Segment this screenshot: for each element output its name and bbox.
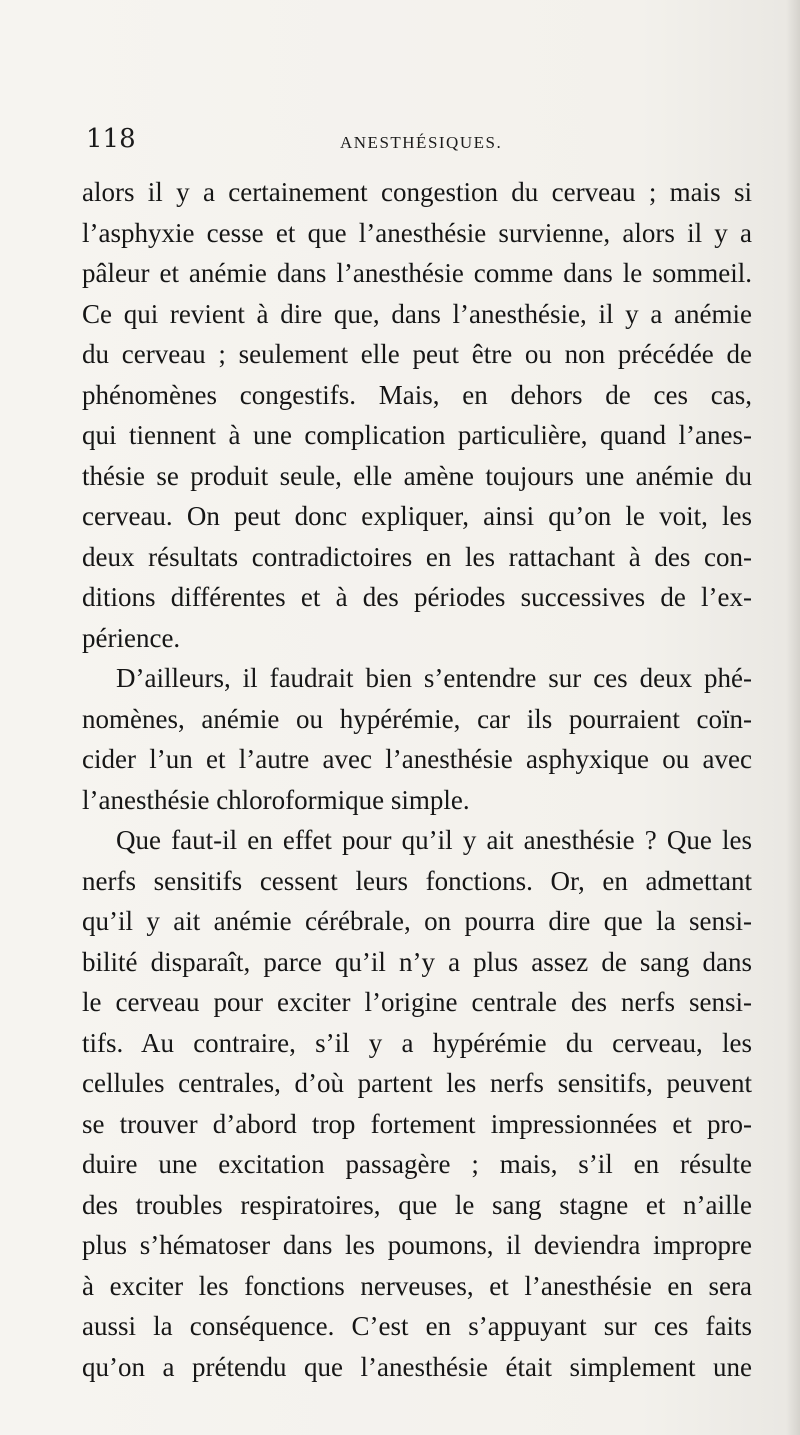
text-line: qu’il y ait anémie cérébrale, on pourra dire que la sensi-	[82, 906, 752, 936]
text-line: pâleur et anémie dans l’anesthésie comme dans le sommeil.	[82, 258, 752, 288]
text-line: D’ailleurs, il faudrait bien s’entendre sur ces deux phé-	[116, 663, 752, 693]
page-header	[86, 124, 750, 164]
text-line: nomènes, anémie ou hypérémie, car ils pourraient coïn-	[82, 703, 752, 734]
page-number: 118	[86, 124, 136, 154]
text-line: le cerveau pour exciter l’origine centrale des nerfs sensi-	[82, 987, 752, 1017]
text-line: tifs. Au contraire, s’il y a hypérémie du cerveau, les	[82, 1027, 752, 1058]
running-head: ANESTHÉSIQUES.	[340, 133, 503, 152]
text-line: nerfs sensitifs cessent leurs fonctions. Or, en admettant	[82, 865, 752, 896]
text-line: ditions différentes et à des périodes successives de l’ex-	[82, 582, 752, 612]
text-line: cider l’un et l’autre avec l’anesthésie asphyxique ou avec	[82, 744, 752, 774]
text-line: duire une excitation passagère ; mais, s’il en résulte	[82, 1149, 752, 1179]
text-line: Ce qui revient à dire que, dans l’anesthésie, il y a anémie	[82, 298, 752, 329]
text-line: deux résultats contradictoires en les rattachant à des con-	[82, 541, 752, 572]
text-line: qu’on a prétendu que l’anesthésie était simplement une	[82, 1351, 752, 1382]
text-line: phénomènes congestifs. Mais, en dehors de ces cas,	[82, 379, 752, 410]
page-edge-shadow	[786, 0, 800, 1435]
text-line: cellules centrales, d’où partent les nerfs sensitifs, peuvent	[82, 1068, 752, 1098]
text-line: périence.	[82, 622, 181, 653]
text-line: cerveau. On peut donc expliquer, ainsi qu’on le voit, les	[82, 501, 752, 531]
text-line: bilité disparaît, parce qu’il n’y a plus assez de sang dans	[82, 946, 752, 977]
text-line: se trouver d’abord trop fortement impressionnées et pro-	[82, 1108, 752, 1139]
text-line: à exciter les fonctions nerveuses, et l’anesthésie en sera	[82, 1270, 752, 1301]
text-line: plus s’hématoser dans les poumons, il deviendra impropre	[82, 1230, 752, 1260]
text-line: thésie se produit seule, elle amène toujours une anémie du	[82, 460, 752, 491]
text-line: du cerveau ; seulement elle peut être ou non précédée de	[82, 339, 752, 369]
text-line: des troubles respiratoires, que le sang stagne et n’aille	[82, 1189, 752, 1220]
text-line: Que faut-il en effet pour qu’il y ait anesthésie ? Que les	[116, 825, 752, 855]
body-text	[82, 172, 752, 1387]
text-line: qui tiennent à une complication particulière, quand l’anes-	[82, 420, 752, 450]
text-line: alors il y a certainement congestion du cerveau ; mais si	[82, 177, 752, 207]
text-line: l’asphyxie cesse et que l’anesthésie survienne, alors il y a	[82, 217, 752, 248]
text-line: l’anesthésie chloroformique simple.	[82, 784, 470, 815]
text-line: aussi la conséquence. C’est en s’appuyant sur ces faits	[82, 1311, 752, 1341]
